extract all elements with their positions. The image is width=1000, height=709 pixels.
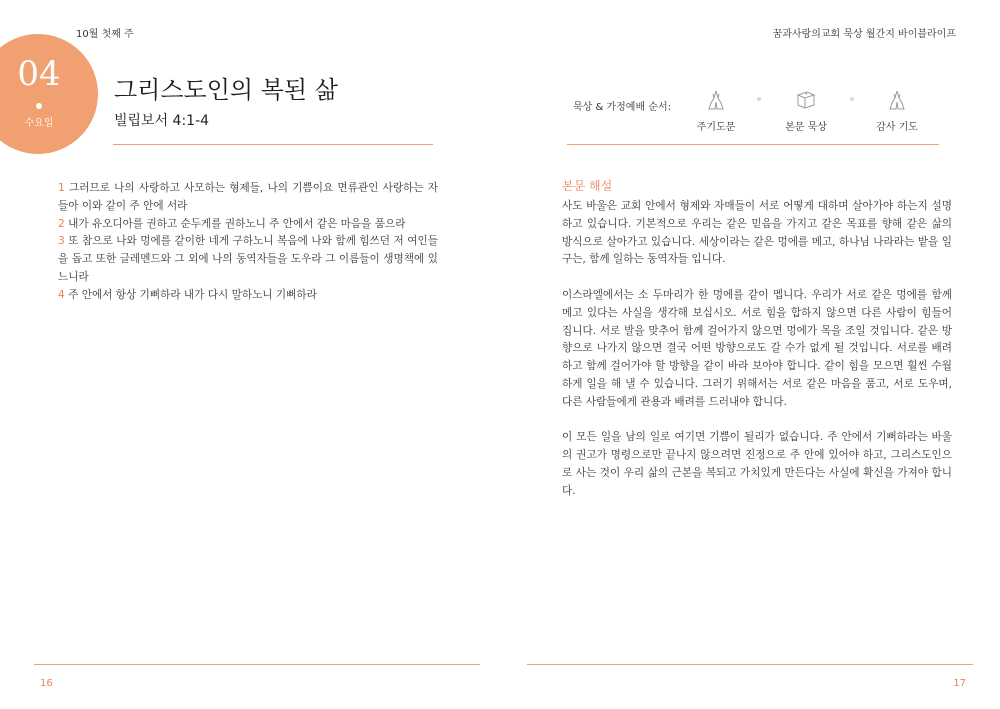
commentary-body — [562, 198, 952, 518]
praying-hands-icon — [885, 88, 909, 112]
verse-number: 2 — [58, 217, 65, 230]
page-number-left: 16 — [40, 678, 53, 689]
verse-number: 1 — [58, 182, 65, 194]
day-badge — [0, 34, 98, 154]
commentary-paragraph: 이 모든 일을 남의 일로 여기면 기쁨이 될리가 없습니다. 주 안에서 기뻐하라는 바울의 권고가 명령으로만 끝나지 않으려면 진정으로 주 안에 있어야 하고, 그리스도인으로 사는 것이 우리 삶의 근본을 복되고 가치있게 만든다는 사실에 확신을 가져야 합니다. — [562, 431, 952, 497]
worship-order-label: 묵상 & 가정예배 순서: — [573, 102, 671, 113]
verse — [58, 287, 438, 305]
verse — [58, 180, 438, 216]
day-dot-icon — [36, 103, 42, 109]
week-label: 10월 첫째 주 — [76, 29, 134, 40]
verse-text: 그러므로 나의 사랑하고 사모하는 형제들, 나의 기쁨이요 면류관인 사랑하는 자들아 이와 같이 주 안에 서라 — [58, 182, 438, 212]
step-scripture-meditation — [771, 88, 841, 133]
day-number: 04 — [17, 54, 61, 94]
weekday-label: 수요일 — [24, 118, 54, 129]
verse-text: 또 참으로 나와 멍에를 같이한 네게 구하노니 복음에 나와 함께 힘쓰던 저 여인들을 돕고 또한 글레멘드와 그 외에 나의 동역자들을 도우라 그 이름들이 생명책에 있느니라 — [58, 235, 438, 283]
verse-number: 3 — [58, 235, 65, 248]
page-number-right: 17 — [953, 678, 966, 689]
scripture-reference: 빌립보서 4:1-4 — [114, 113, 210, 129]
step-label: 주기도문 — [696, 122, 736, 133]
page-title: 그리스도인의 복된 삶 — [114, 76, 338, 104]
footer-divider-left — [34, 664, 480, 665]
scripture-verses — [58, 180, 438, 305]
step-separator — [850, 97, 854, 101]
verse-text: 내가 유오디아를 권하고 순두게를 권하노니 주 안에서 같은 마음을 품으라 — [68, 217, 406, 230]
step-label: 본문 묵상 — [785, 122, 827, 133]
magazine-title: 꿈과사랑의교회 묵상 월간지 바이블라이프 — [772, 29, 956, 40]
verse — [58, 216, 438, 234]
bible-book-icon — [794, 88, 818, 112]
step-lords-prayer — [681, 88, 751, 133]
commentary-paragraph: 이스라엘에서는 소 두마리가 한 멍에를 같이 멥니다. 우리가 서로 같은 멍에를 함께 메고 있다는 사실을 생각해 보십시오. 서로 힘을 합하지 않으면 다른 사람이 힘들어 집니다. 서로 발을 맞추어 함께 걸어가지 않으면 멍에가 목을 조일 것입니다. 같은 방향으로 나가지 않으면 결국 어떤 방향으로도 갈 수가 없게 될 것입니다. 서로를 배려하고 함께 걸어가야 할 방향을 같이 바라 보아야 합니다. 같이 힘을 모으면 훨씬 수월하게 일을 해 낼 수 있습니다. 그러기 위해서는 서로 같은 마음을 품고, 서로 도우며, 다른 사람들에게 관용과 배려를 드러내야 합니다. — [562, 288, 952, 408]
order-divider — [567, 144, 939, 145]
commentary-paragraph: 사도 바울은 교회 안에서 형제와 자매들이 서로 어떻게 대하며 살아가야 하는지 설명하고 있습니다. 기본적으로 우리는 같은 믿음을 가지고 같은 목표를 향해 같은 삶의 방식으로 살아가고 있습니다. 세상이라는 같은 멍에를 메고, 하나님 나라라는 밭을 일구는, 함께 일하는 동역자들 입니다. — [562, 200, 952, 266]
step-thanksgiving-prayer — [862, 88, 932, 133]
step-separator — [757, 97, 761, 101]
footer-divider-right — [527, 664, 973, 665]
verse-number: 4 — [58, 288, 65, 301]
verse-text: 주 안에서 항상 기뻐하라 내가 다시 말하노니 기뻐하라 — [68, 288, 317, 301]
praying-hands-icon — [704, 88, 728, 112]
verse — [58, 233, 438, 286]
step-label: 감사 기도 — [876, 122, 918, 133]
commentary-heading: 본문 해설 — [562, 179, 613, 193]
title-divider — [113, 144, 433, 145]
